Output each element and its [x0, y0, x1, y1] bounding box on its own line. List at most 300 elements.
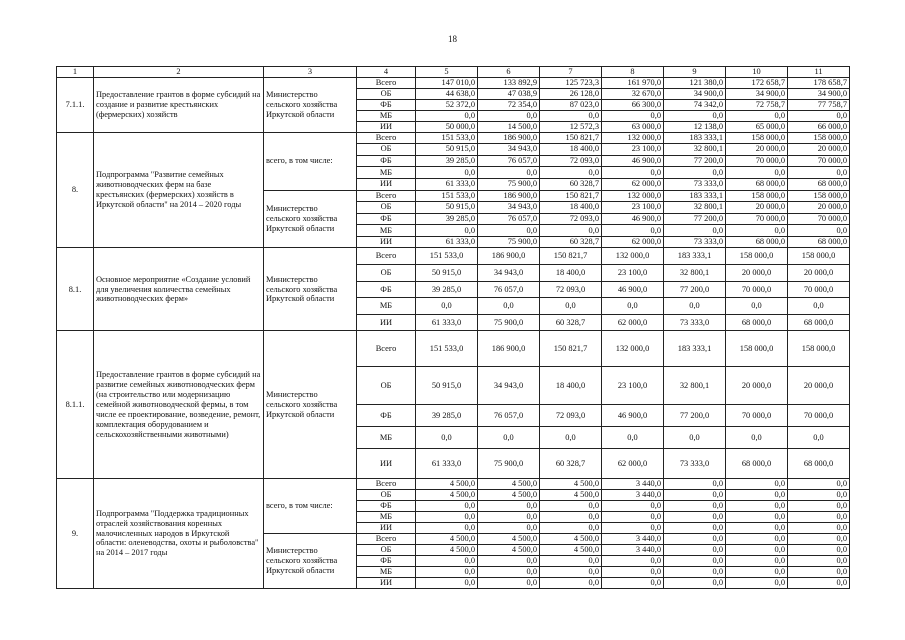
value-cell: 70 000,0	[788, 213, 850, 225]
value-cell: 0,0	[478, 110, 540, 121]
executor-cell: Министерство сельского хозяйства Иркутской области	[264, 190, 357, 248]
funding-source: Всего	[357, 190, 416, 202]
value-cell: 0,0	[664, 490, 726, 501]
value-cell: 0,0	[540, 523, 602, 534]
value-cell: 18 400,0	[540, 265, 602, 282]
value-cell: 26 128,0	[540, 88, 602, 99]
section-name: Предоставление грантов в форме субсидий на создание и развитие крестьянских (фермерских) хозяйств	[94, 78, 264, 133]
value-cell: 0,0	[478, 512, 540, 523]
value-cell: 0,0	[602, 566, 664, 577]
value-cell: 0,0	[726, 225, 788, 237]
value-cell: 0,0	[664, 427, 726, 449]
value-cell: 0,0	[478, 566, 540, 577]
value-cell: 3 440,0	[602, 490, 664, 501]
value-cell: 0,0	[602, 167, 664, 179]
value-cell: 0,0	[664, 225, 726, 237]
table-row	[57, 78, 850, 89]
value-cell: 68 000,0	[788, 449, 850, 479]
value-cell: 61 333,0	[416, 449, 478, 479]
value-cell: 0,0	[478, 298, 540, 315]
value-cell: 4 500,0	[478, 544, 540, 555]
table-row	[57, 331, 850, 367]
value-cell: 70 000,0	[788, 155, 850, 167]
value-cell: 46 900,0	[602, 155, 664, 167]
value-cell: 0,0	[788, 501, 850, 512]
value-cell: 20 000,0	[788, 202, 850, 214]
section-index: 7.1.1.	[57, 78, 94, 133]
value-cell: 77 200,0	[664, 281, 726, 298]
value-cell: 0,0	[416, 501, 478, 512]
table-row	[57, 479, 850, 490]
funding-source: ФБ	[357, 281, 416, 298]
value-cell: 61 333,0	[416, 314, 478, 331]
value-cell: 65 000,0	[726, 121, 788, 132]
funding-source: МБ	[357, 298, 416, 315]
value-cell: 183 333,1	[664, 132, 726, 144]
value-cell: 0,0	[664, 512, 726, 523]
value-cell: 0,0	[726, 298, 788, 315]
funding-source: ИИ	[357, 314, 416, 331]
value-cell: 70 000,0	[788, 405, 850, 427]
value-cell: 158 000,0	[788, 248, 850, 265]
value-cell: 12 138,0	[664, 121, 726, 132]
value-cell: 18 400,0	[540, 202, 602, 214]
executor-cell: всего, в том числе:	[264, 479, 357, 534]
header-cell: 9	[664, 67, 726, 78]
value-cell: 150 821,7	[540, 331, 602, 367]
funding-source: Всего	[357, 132, 416, 144]
section-index: 8.	[57, 132, 94, 248]
value-cell: 72 093,0	[540, 281, 602, 298]
value-cell: 0,0	[540, 555, 602, 566]
value-cell: 0,0	[416, 566, 478, 577]
value-cell: 20 000,0	[726, 202, 788, 214]
funding-source: ФБ	[357, 555, 416, 566]
value-cell: 132 000,0	[602, 132, 664, 144]
value-cell: 0,0	[478, 167, 540, 179]
funding-source: ОБ	[357, 490, 416, 501]
value-cell: 60 328,7	[540, 236, 602, 248]
value-cell: 72 093,0	[540, 213, 602, 225]
header-cell: 1	[57, 67, 94, 78]
value-cell: 150 821,7	[540, 132, 602, 144]
value-cell: 68 000,0	[788, 236, 850, 248]
value-cell: 158 000,0	[726, 190, 788, 202]
value-cell: 151 533,0	[416, 132, 478, 144]
value-cell: 0,0	[664, 523, 726, 534]
value-cell: 20 000,0	[726, 265, 788, 282]
value-cell: 23 100,0	[602, 265, 664, 282]
value-cell: 0,0	[540, 512, 602, 523]
funding-source: ФБ	[357, 501, 416, 512]
value-cell: 4 500,0	[416, 479, 478, 490]
header-cell: 4	[357, 67, 416, 78]
value-cell: 70 000,0	[726, 281, 788, 298]
value-cell: 3 440,0	[602, 544, 664, 555]
value-cell: 0,0	[788, 167, 850, 179]
header-cell: 7	[540, 67, 602, 78]
value-cell: 0,0	[602, 501, 664, 512]
funding-source: ИИ	[357, 523, 416, 534]
section-name: Предоставление грантов в форме субсидий на развитие семейных животноводческих ферм (на строительство или модернизацию семейной животноводческой фермы, в том числе ее проектирование, возведение, ремонт, комплектация оборудованием и сельскохозяйственными животными)	[94, 331, 264, 479]
value-cell: 14 500,0	[478, 121, 540, 132]
header-cell: 6	[478, 67, 540, 78]
value-cell: 23 100,0	[602, 202, 664, 214]
value-cell: 68 000,0	[788, 314, 850, 331]
value-cell: 0,0	[664, 566, 726, 577]
value-cell: 0,0	[788, 479, 850, 490]
header-row	[57, 67, 850, 78]
value-cell: 0,0	[540, 427, 602, 449]
header-cell: 11	[788, 67, 850, 78]
header-cell: 5	[416, 67, 478, 78]
value-cell: 70 000,0	[726, 405, 788, 427]
value-cell: 20 000,0	[788, 144, 850, 156]
value-cell: 0,0	[540, 298, 602, 315]
table-row	[57, 132, 850, 144]
funding-source: МБ	[357, 110, 416, 121]
value-cell: 0,0	[602, 225, 664, 237]
value-cell: 158 000,0	[788, 331, 850, 367]
funding-source: Всего	[357, 533, 416, 544]
value-cell: 0,0	[788, 512, 850, 523]
value-cell: 0,0	[416, 577, 478, 588]
value-cell: 73 333,0	[664, 178, 726, 190]
value-cell: 4 500,0	[478, 533, 540, 544]
header-cell: 3	[264, 67, 357, 78]
value-cell: 70 000,0	[726, 213, 788, 225]
executor-cell: Министерство сельского хозяйства Иркутской области	[264, 331, 357, 479]
value-cell: 0,0	[788, 544, 850, 555]
value-cell: 0,0	[726, 501, 788, 512]
value-cell: 34 943,0	[478, 144, 540, 156]
value-cell: 23 100,0	[602, 367, 664, 405]
value-cell: 132 000,0	[602, 190, 664, 202]
value-cell: 3 440,0	[602, 533, 664, 544]
value-cell: 32 800,1	[664, 144, 726, 156]
value-cell: 0,0	[788, 490, 850, 501]
value-cell: 87 023,0	[540, 99, 602, 110]
value-cell: 0,0	[602, 523, 664, 534]
value-cell: 50 000,0	[416, 121, 478, 132]
value-cell: 0,0	[416, 225, 478, 237]
value-cell: 125 723,3	[540, 78, 602, 89]
value-cell: 0,0	[478, 577, 540, 588]
value-cell: 0,0	[602, 555, 664, 566]
executor-cell: Министерство сельского хозяйства Иркутской области	[264, 248, 357, 331]
value-cell: 32 800,1	[664, 202, 726, 214]
funding-source: Всего	[357, 248, 416, 265]
value-cell: 70 000,0	[788, 281, 850, 298]
value-cell: 0,0	[664, 298, 726, 315]
executor-cell: всего, в том числе:	[264, 132, 357, 190]
value-cell: 0,0	[602, 298, 664, 315]
value-cell: 0,0	[478, 225, 540, 237]
value-cell: 12 572,3	[540, 121, 602, 132]
value-cell: 72 093,0	[540, 155, 602, 167]
value-cell: 75 900,0	[478, 314, 540, 331]
value-cell: 0,0	[416, 512, 478, 523]
funding-source: Всего	[357, 479, 416, 490]
funding-source: ОБ	[357, 88, 416, 99]
value-cell: 0,0	[540, 167, 602, 179]
value-cell: 73 333,0	[664, 449, 726, 479]
value-cell: 0,0	[726, 533, 788, 544]
value-cell: 34 943,0	[478, 202, 540, 214]
funding-source: ФБ	[357, 155, 416, 167]
value-cell: 0,0	[478, 427, 540, 449]
executor-cell: Министерство сельского хозяйства Иркутской области	[264, 533, 357, 588]
value-cell: 132 000,0	[602, 248, 664, 265]
value-cell: 0,0	[602, 427, 664, 449]
value-cell: 0,0	[726, 555, 788, 566]
value-cell: 0,0	[788, 533, 850, 544]
value-cell: 0,0	[788, 298, 850, 315]
value-cell: 151 533,0	[416, 248, 478, 265]
value-cell: 121 380,0	[664, 78, 726, 89]
value-cell: 68 000,0	[726, 178, 788, 190]
value-cell: 50 915,0	[416, 144, 478, 156]
value-cell: 68 000,0	[726, 236, 788, 248]
table-row	[57, 248, 850, 265]
value-cell: 183 333,1	[664, 248, 726, 265]
value-cell: 77 758,7	[788, 99, 850, 110]
value-cell: 0,0	[664, 533, 726, 544]
funding-source: Всего	[357, 78, 416, 89]
section-name: Подпрограмма "Развитие семейных животноводческих ферм на базе крестьянских (фермерских) хозяйств в Иркутской области" на 2014 – 2020 годы	[94, 132, 264, 248]
header-cell: 8	[602, 67, 664, 78]
value-cell: 186 900,0	[478, 331, 540, 367]
value-cell: 4 500,0	[416, 533, 478, 544]
value-cell: 0,0	[416, 110, 478, 121]
value-cell: 4 500,0	[416, 544, 478, 555]
value-cell: 161 970,0	[602, 78, 664, 89]
value-cell: 75 900,0	[478, 178, 540, 190]
value-cell: 4 500,0	[540, 479, 602, 490]
value-cell: 77 200,0	[664, 405, 726, 427]
value-cell: 20 000,0	[726, 367, 788, 405]
value-cell: 0,0	[788, 110, 850, 121]
value-cell: 74 342,0	[664, 99, 726, 110]
value-cell: 178 658,7	[788, 78, 850, 89]
header-cell: 10	[726, 67, 788, 78]
value-cell: 0,0	[726, 512, 788, 523]
funding-source: МБ	[357, 566, 416, 577]
value-cell: 0,0	[540, 110, 602, 121]
funding-source: ИИ	[357, 178, 416, 190]
funding-source: ИИ	[357, 577, 416, 588]
section-index: 8.1.	[57, 248, 94, 331]
value-cell: 0,0	[726, 167, 788, 179]
value-cell: 0,0	[416, 523, 478, 534]
value-cell: 68 000,0	[726, 449, 788, 479]
value-cell: 0,0	[664, 544, 726, 555]
funding-source: ФБ	[357, 213, 416, 225]
value-cell: 18 400,0	[540, 367, 602, 405]
value-cell: 132 000,0	[602, 331, 664, 367]
value-cell: 47 038,9	[478, 88, 540, 99]
value-cell: 0,0	[664, 555, 726, 566]
value-cell: 183 333,1	[664, 190, 726, 202]
value-cell: 0,0	[726, 577, 788, 588]
value-cell: 76 057,0	[478, 213, 540, 225]
value-cell: 32 670,0	[602, 88, 664, 99]
value-cell: 4 500,0	[416, 490, 478, 501]
value-cell: 70 000,0	[726, 155, 788, 167]
funding-source: ИИ	[357, 449, 416, 479]
value-cell: 18 400,0	[540, 144, 602, 156]
value-cell: 34 900,0	[664, 88, 726, 99]
funding-source: МБ	[357, 512, 416, 523]
value-cell: 76 057,0	[478, 281, 540, 298]
value-cell: 0,0	[726, 566, 788, 577]
value-cell: 0,0	[664, 501, 726, 512]
value-cell: 0,0	[726, 523, 788, 534]
page-number: 18	[448, 34, 457, 44]
value-cell: 4 500,0	[540, 544, 602, 555]
value-cell: 66 000,0	[788, 121, 850, 132]
value-cell: 46 900,0	[602, 213, 664, 225]
section-name: Подпрограмма "Поддержка традиционных отраслей хозяйствования коренных малочисленных народов в Иркутской области: оленеводства, охоты и рыболовства" на 2014 – 2017 годы	[94, 479, 264, 588]
funding-source: ФБ	[357, 405, 416, 427]
value-cell: 0,0	[540, 225, 602, 237]
value-cell: 46 900,0	[602, 405, 664, 427]
value-cell: 0,0	[726, 479, 788, 490]
value-cell: 0,0	[478, 555, 540, 566]
value-cell: 151 533,0	[416, 331, 478, 367]
value-cell: 60 328,7	[540, 178, 602, 190]
value-cell: 75 900,0	[478, 236, 540, 248]
value-cell: 39 285,0	[416, 155, 478, 167]
value-cell: 73 333,0	[664, 236, 726, 248]
value-cell: 23 100,0	[602, 144, 664, 156]
value-cell: 68 000,0	[788, 178, 850, 190]
value-cell: 60 328,7	[540, 314, 602, 331]
funding-source: ОБ	[357, 265, 416, 282]
value-cell: 0,0	[788, 225, 850, 237]
value-cell: 0,0	[602, 577, 664, 588]
value-cell: 3 440,0	[602, 479, 664, 490]
header-cell: 2	[94, 67, 264, 78]
value-cell: 62 000,0	[602, 314, 664, 331]
value-cell: 147 010,0	[416, 78, 478, 89]
value-cell: 72 758,7	[726, 99, 788, 110]
value-cell: 0,0	[788, 566, 850, 577]
value-cell: 72 093,0	[540, 405, 602, 427]
value-cell: 0,0	[602, 512, 664, 523]
value-cell: 0,0	[540, 566, 602, 577]
value-cell: 0,0	[416, 555, 478, 566]
value-cell: 61 333,0	[416, 236, 478, 248]
value-cell: 158 000,0	[726, 248, 788, 265]
value-cell: 0,0	[416, 167, 478, 179]
value-cell: 0,0	[726, 427, 788, 449]
value-cell: 34 900,0	[788, 88, 850, 99]
value-cell: 0,0	[664, 110, 726, 121]
value-cell: 72 354,0	[478, 99, 540, 110]
value-cell: 0,0	[788, 555, 850, 566]
section-index: 8.1.1.	[57, 331, 94, 479]
value-cell: 0,0	[478, 501, 540, 512]
executor-cell: Министерство сельского хозяйства Иркутской области	[264, 78, 357, 133]
value-cell: 61 333,0	[416, 178, 478, 190]
value-cell: 158 000,0	[788, 132, 850, 144]
value-cell: 186 900,0	[478, 190, 540, 202]
value-cell: 151 533,0	[416, 190, 478, 202]
value-cell: 63 000,0	[602, 121, 664, 132]
value-cell: 0,0	[540, 577, 602, 588]
value-cell: 76 057,0	[478, 405, 540, 427]
value-cell: 32 800,1	[664, 265, 726, 282]
funding-source: ОБ	[357, 367, 416, 405]
value-cell: 0,0	[540, 501, 602, 512]
value-cell: 0,0	[478, 523, 540, 534]
value-cell: 20 000,0	[788, 265, 850, 282]
value-cell: 66 300,0	[602, 99, 664, 110]
value-cell: 186 900,0	[478, 132, 540, 144]
funding-source: МБ	[357, 225, 416, 237]
value-cell: 32 800,1	[664, 367, 726, 405]
value-cell: 0,0	[602, 110, 664, 121]
value-cell: 158 000,0	[726, 132, 788, 144]
value-cell: 0,0	[726, 110, 788, 121]
value-cell: 183 333,1	[664, 331, 726, 367]
value-cell: 0,0	[664, 167, 726, 179]
value-cell: 39 285,0	[416, 281, 478, 298]
value-cell: 44 638,0	[416, 88, 478, 99]
value-cell: 0,0	[726, 544, 788, 555]
value-cell: 50 915,0	[416, 367, 478, 405]
value-cell: 76 057,0	[478, 155, 540, 167]
funding-source: МБ	[357, 167, 416, 179]
value-cell: 50 915,0	[416, 202, 478, 214]
value-cell: 34 900,0	[726, 88, 788, 99]
value-cell: 150 821,7	[540, 190, 602, 202]
value-cell: 172 658,7	[726, 78, 788, 89]
value-cell: 20 000,0	[726, 144, 788, 156]
value-cell: 77 200,0	[664, 155, 726, 167]
value-cell: 4 500,0	[478, 479, 540, 490]
funding-source: ОБ	[357, 202, 416, 214]
value-cell: 4 500,0	[478, 490, 540, 501]
funding-source: ОБ	[357, 144, 416, 156]
value-cell: 158 000,0	[788, 190, 850, 202]
funding-source: МБ	[357, 427, 416, 449]
value-cell: 0,0	[726, 490, 788, 501]
value-cell: 75 900,0	[478, 449, 540, 479]
value-cell: 158 000,0	[726, 331, 788, 367]
value-cell: 62 000,0	[602, 236, 664, 248]
value-cell: 77 200,0	[664, 213, 726, 225]
funding-source: ОБ	[357, 544, 416, 555]
value-cell: 0,0	[664, 577, 726, 588]
value-cell: 52 372,0	[416, 99, 478, 110]
value-cell: 62 000,0	[602, 178, 664, 190]
value-cell: 60 328,7	[540, 449, 602, 479]
funding-source: ИИ	[357, 236, 416, 248]
value-cell: 46 900,0	[602, 281, 664, 298]
funding-source: ИИ	[357, 121, 416, 132]
value-cell: 62 000,0	[602, 449, 664, 479]
value-cell: 0,0	[788, 577, 850, 588]
value-cell: 0,0	[664, 479, 726, 490]
value-cell: 4 500,0	[540, 533, 602, 544]
section-index: 9.	[57, 479, 94, 588]
value-cell: 0,0	[788, 523, 850, 534]
value-cell: 73 333,0	[664, 314, 726, 331]
value-cell: 68 000,0	[726, 314, 788, 331]
funding-source: ФБ	[357, 99, 416, 110]
